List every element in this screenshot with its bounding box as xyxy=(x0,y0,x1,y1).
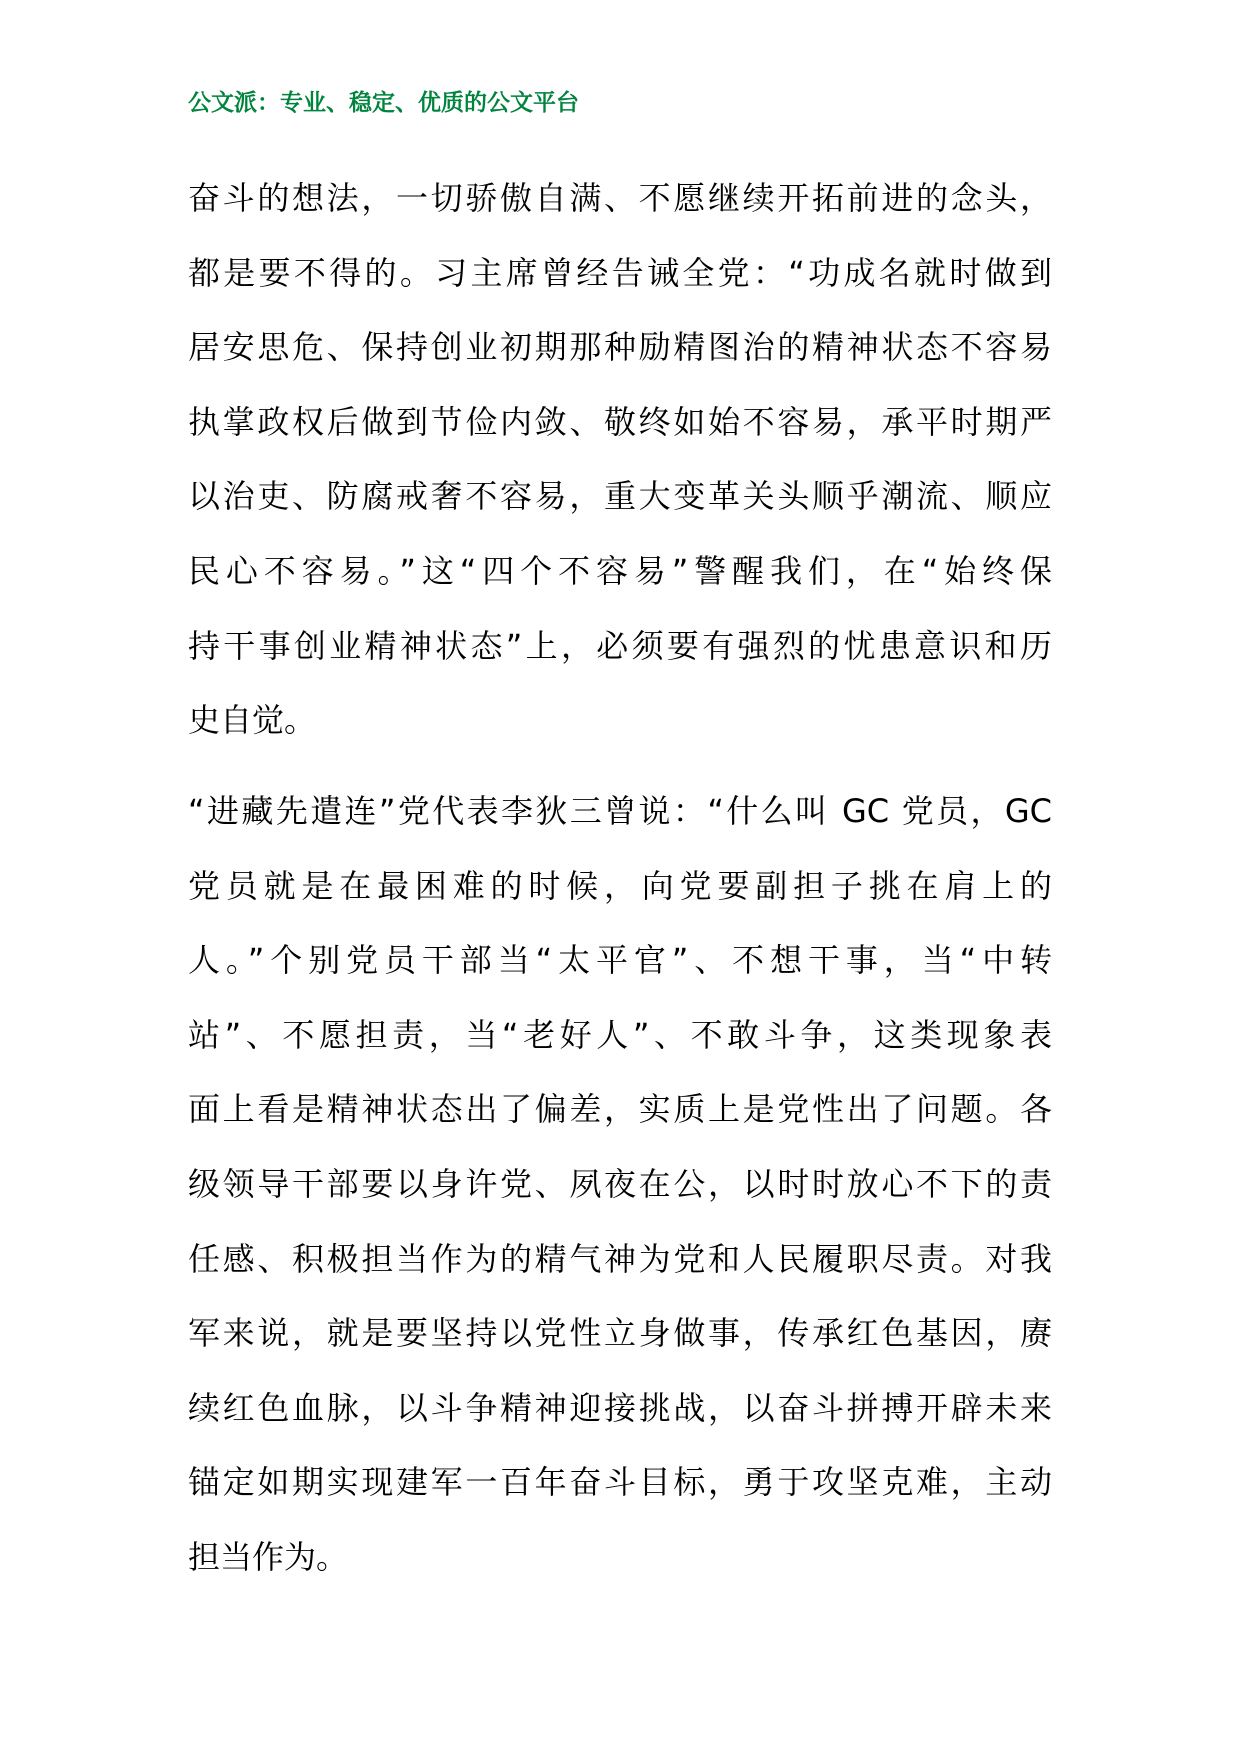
paragraph-line: 锚定如期实现建军一百年奋斗目标，勇于攻坚克难，主动 xyxy=(188,1463,1052,1502)
paragraph-line: 站”、不愿担责，当“老好人”、不敢斗争，这类现象表 xyxy=(188,1015,1052,1054)
paragraph-line: 担当作为。 xyxy=(188,1537,349,1576)
paragraph-line: 军来说，就是要坚持以党性立身做事，传承红色基因，赓 xyxy=(188,1314,1052,1353)
paragraph-line: 持干事创业精神状态”上，必须要有强烈的忧患意识和历 xyxy=(188,626,1052,665)
paragraph-line: 级领导干部要以身许党、夙夜在公，以时时放心不下的责 xyxy=(188,1164,1052,1203)
paragraph-2 xyxy=(188,774,1052,1595)
paragraph-line: 执掌政权后做到节俭内敛、敬终如始不容易，承平时期严 xyxy=(188,402,1052,441)
paragraph-line: 史自觉。 xyxy=(188,701,317,740)
paragraph-line: 党员就是在最困难的时候，向党要副担子挑在肩上的 xyxy=(188,866,1052,905)
paragraph-line: 任感、积极担当作为的精气神为党和人民履职尽责。对我 xyxy=(188,1239,1052,1278)
paragraph-line: “进藏先遣连”党代表李狄三曾说：“什么叫 GC 党员，GC xyxy=(188,792,1052,830)
paragraph-line: 居安思危、保持创业初期那种励精图治的精神状态不容易 xyxy=(188,328,1052,367)
paragraph-line: 续红色血脉，以斗争精神迎接挑战，以奋斗拼搏开辟未来 xyxy=(188,1388,1052,1427)
page-header-title: 公文派：专业、稳定、优质的公文平台 xyxy=(188,90,579,116)
paragraph-line: 都是要不得的。习主席曾经告诫全党：“功成名就时做到 xyxy=(188,253,1052,292)
paragraph-line: 奋斗的想法，一切骄傲自满、不愿继续开拓前进的念头， xyxy=(188,179,1052,217)
paragraph-1 xyxy=(188,161,1052,758)
paragraph-line: 以治吏、防腐戒奢不容易，重大变革关头顺乎潮流、顺应 xyxy=(188,477,1052,516)
paragraph-line: 面上看是精神状态出了偏差，实质上是党性出了问题。各 xyxy=(188,1090,1052,1129)
paragraph-line: 人。”个别党员干部当“太平官”、不想干事，当“中转 xyxy=(188,941,1052,980)
paragraph-line: 民心不容易。”这“四个不容易”警醒我们，在“始终保 xyxy=(188,551,1052,590)
